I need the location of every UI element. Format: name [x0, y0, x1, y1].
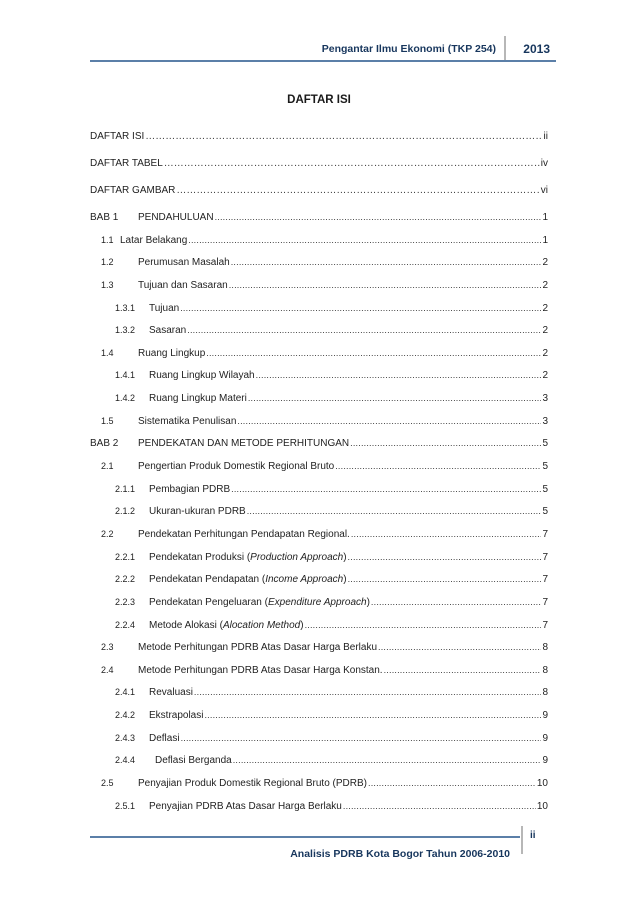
toc-entry-number: 2.1.1 — [115, 483, 136, 494]
toc-entry-label: Pengertian Produk Domestik Regional Bruto — [138, 461, 335, 473]
toc-entry-page: 10 — [536, 778, 548, 790]
toc-entry-page: 8 — [542, 664, 548, 676]
toc-entry-page: 2 — [542, 257, 548, 269]
toc-entry-label: Metode Alokasi (Alocation Method) — [149, 619, 304, 631]
toc-leader-dots — [188, 235, 541, 245]
toc-entry-label: Deflasi — [149, 732, 180, 744]
toc-entry-label: Pembagian PDRB — [149, 483, 231, 495]
toc-entry-number: 1.5 — [101, 415, 114, 426]
toc-entry-daftar-gambar[interactable] — [90, 185, 548, 212]
toc-entry-1-1[interactable] — [90, 235, 548, 258]
toc-leader-dots — [248, 393, 542, 403]
toc-entry-label: Pendekatan Perhitungan Pendapatan Regional. — [138, 528, 350, 540]
toc-entry-page: 5 — [542, 438, 548, 450]
toc-title: DAFTAR ISI — [287, 94, 351, 106]
page-header — [90, 36, 556, 62]
toc-entry-number: BAB 2 — [90, 438, 119, 450]
toc-entry-label: Sasaran — [149, 325, 187, 337]
toc-leader-dots — [305, 620, 542, 630]
toc-entry-1-4-2[interactable] — [90, 393, 548, 416]
toc-entry-page: vi — [540, 185, 548, 196]
toc-entry-page: 1 — [542, 234, 548, 246]
toc-leader-dots — [215, 212, 542, 222]
toc-entry-1-4-1[interactable] — [90, 370, 548, 393]
toc-leader-dots — [371, 597, 542, 607]
toc-entry-1-2[interactable] — [90, 257, 548, 280]
toc-entry-number: 1.4.2 — [115, 393, 136, 404]
toc-entry-2-4-3[interactable] — [90, 733, 548, 756]
toc-entry-label: Revaluasi — [149, 687, 193, 699]
toc-entry-page: 2 — [542, 370, 548, 382]
toc-entry-page: 1 — [542, 212, 548, 223]
toc-leader-dots — [335, 461, 541, 471]
toc-entry-daftar-tabel[interactable] — [90, 158, 548, 185]
toc-entry-1-5[interactable] — [90, 416, 548, 439]
footer-page-number: ii — [530, 830, 536, 841]
table-of-contents — [90, 131, 548, 823]
toc-entry-page: 2 — [542, 279, 548, 291]
toc-entry-label: Pendekatan Pengeluaran (Expenditure Approach) — [149, 596, 370, 608]
toc-entry-label: Latar Belakang — [120, 234, 188, 246]
toc-entry-page: 10 — [536, 800, 548, 812]
toc-entry-page: 9 — [542, 710, 548, 722]
toc-entry-label: Ruang Lingkup Wilayah — [149, 370, 255, 382]
header-rule — [90, 60, 556, 62]
toc-entry-1-4[interactable] — [90, 348, 548, 371]
header-separator — [504, 36, 506, 62]
toc-leader-dots — [181, 733, 542, 743]
toc-entry-page: 3 — [542, 415, 548, 427]
toc-leader-dots — [237, 416, 541, 426]
toc-entry-label: DAFTAR TABEL — [90, 158, 163, 169]
toc-entry-number: 2.4 — [101, 664, 114, 675]
toc-leader-dots — [378, 642, 541, 652]
toc-entry-number: 2.5.1 — [115, 800, 136, 811]
toc-leader-dots — [384, 665, 542, 675]
toc-leader-dots — [206, 348, 541, 358]
toc-entry-page: 2 — [542, 325, 548, 337]
toc-entry-2-4[interactable] — [90, 665, 548, 688]
toc-entry-page: 7 — [542, 574, 548, 586]
toc-entry-daftar-isi[interactable] — [90, 131, 548, 158]
toc-leader-dots — [348, 552, 542, 562]
toc-leader-dots — [231, 257, 542, 267]
toc-entry-page: 9 — [542, 755, 548, 767]
toc-entry-number: 2.2.2 — [115, 574, 136, 585]
toc-entry-label: DAFTAR GAMBAR — [90, 185, 176, 196]
toc-entry-number: 2.3 — [101, 642, 114, 653]
toc-entry-number: 2.1.2 — [115, 506, 136, 517]
toc-entry-2-1-2[interactable] — [90, 506, 548, 529]
toc-entry-2-3[interactable] — [90, 642, 548, 665]
toc-entry-label: Tujuan dan Sasaran — [138, 279, 228, 291]
toc-entry-page: 2 — [542, 347, 548, 359]
toc-entry-label: PENDAHULUAN — [138, 212, 214, 223]
toc-leader-dots — [229, 280, 542, 290]
toc-entry-2-5-1[interactable] — [90, 801, 548, 824]
toc-entry-2-1-1[interactable] — [90, 484, 548, 507]
toc-entry-number: 1.3 — [101, 279, 114, 290]
toc-leader-dots — [348, 574, 542, 584]
toc-entry-number: 1.2 — [101, 257, 114, 268]
toc-entry-label: Metode Perhitungan PDRB Atas Dasar Harga Konstan. — [138, 664, 383, 676]
toc-entry-number: 2.2.4 — [115, 619, 136, 630]
toc-entry-2-2[interactable] — [90, 529, 548, 552]
toc-leader-dots — [204, 710, 541, 720]
toc-entry-label: Ukuran-ukuran PDRB — [149, 506, 246, 518]
toc-entry-2-2-4[interactable] — [90, 620, 548, 643]
toc-entry-number: 2.4.1 — [115, 687, 136, 698]
footer-separator — [521, 826, 523, 854]
toc-entry-label: Tujuan — [149, 302, 180, 314]
toc-leader-dots — [176, 185, 539, 196]
toc-entry-number: 1.4 — [101, 347, 114, 358]
toc-entry-label: Pendekatan Pendapatan (Income Approach) — [149, 574, 347, 586]
toc-entry-number: 2.2.1 — [115, 551, 136, 562]
toc-entry-1-3-1[interactable] — [90, 303, 548, 326]
toc-leader-dots — [368, 778, 536, 788]
toc-entry-number: 1.1 — [101, 234, 114, 245]
toc-leader-dots — [247, 506, 542, 516]
toc-entry-bab-1[interactable] — [90, 212, 548, 235]
toc-entry-label: Deflasi Berganda — [155, 755, 232, 767]
toc-entry-1-3[interactable] — [90, 280, 548, 303]
toc-entry-2-4-2[interactable] — [90, 710, 548, 733]
toc-leader-dots — [343, 801, 536, 811]
toc-entry-label: Sistematika Penulisan — [138, 415, 237, 427]
toc-entry-label: Penyajian PDRB Atas Dasar Harga Berlaku — [149, 800, 342, 812]
toc-entry-number: 1.4.1 — [115, 370, 136, 381]
toc-entry-number: 2.4.4 — [115, 755, 136, 766]
toc-leader-dots — [233, 755, 542, 765]
toc-entry-2-4-1[interactable] — [90, 687, 548, 710]
toc-entry-page: 5 — [542, 506, 548, 518]
toc-entry-label: PENDEKATAN DAN METODE PERHITUNGAN — [138, 438, 350, 450]
toc-leader-dots — [145, 131, 542, 142]
toc-entry-number: 1.3.1 — [115, 302, 136, 313]
toc-leader-dots — [350, 438, 541, 448]
toc-leader-dots — [351, 529, 542, 539]
toc-entry-page: 9 — [542, 732, 548, 744]
toc-entry-number: 2.4.2 — [115, 710, 136, 721]
toc-entry-label: Perumusan Masalah — [138, 257, 230, 269]
toc-entry-2-4-4[interactable] — [90, 755, 548, 778]
toc-entry-2-5[interactable] — [90, 778, 548, 801]
toc-entry-page: ii — [543, 131, 548, 142]
toc-entry-page: 7 — [542, 596, 548, 608]
toc-entry-2-2-2[interactable] — [90, 574, 548, 597]
toc-entry-label: DAFTAR ISI — [90, 131, 145, 142]
toc-entry-label: Ruang Lingkup Materi — [149, 393, 247, 405]
toc-entry-label: Ekstrapolasi — [149, 710, 204, 722]
toc-entry-number: 2.1 — [101, 461, 114, 472]
toc-entry-2-2-1[interactable] — [90, 552, 548, 575]
toc-entry-number: 2.4.3 — [115, 732, 136, 743]
toc-entry-label: Pendekatan Produksi (Production Approach) — [149, 551, 347, 563]
toc-leader-dots — [256, 370, 542, 380]
toc-entry-page: iv — [540, 158, 548, 169]
header-title: Pengantar Ilmu Ekonomi (TKP 254) — [321, 43, 496, 55]
toc-entry-number: 1.3.2 — [115, 325, 136, 336]
toc-entry-label: Penyajian Produk Domestik Regional Bruto (PDRB) — [138, 778, 367, 790]
toc-leader-dots — [231, 484, 541, 494]
toc-leader-dots — [164, 158, 540, 169]
toc-entry-1-3-2[interactable] — [90, 325, 548, 348]
footer-title: Analisis PDRB Kota Bogor Tahun 2006-2010 — [290, 848, 510, 860]
toc-entry-page: 2 — [542, 302, 548, 314]
toc-entry-page: 8 — [542, 642, 548, 654]
toc-entry-2-2-3[interactable] — [90, 597, 548, 620]
toc-leader-dots — [194, 687, 542, 697]
toc-entry-page: 7 — [542, 528, 548, 540]
toc-entry-bab-2[interactable] — [90, 438, 548, 461]
toc-entry-number: 2.2.3 — [115, 596, 136, 607]
toc-leader-dots — [180, 303, 541, 313]
toc-entry-page: 8 — [542, 687, 548, 699]
toc-entry-number: BAB 1 — [90, 212, 119, 223]
toc-entry-page: 5 — [542, 461, 548, 473]
toc-entry-label: Metode Perhitungan PDRB Atas Dasar Harga Berlaku — [138, 642, 378, 654]
toc-entry-page: 3 — [542, 393, 548, 405]
toc-entry-page: 7 — [542, 619, 548, 631]
toc-entry-2-1[interactable] — [90, 461, 548, 484]
toc-entry-number: 2.2 — [101, 528, 114, 539]
toc-leader-dots — [187, 325, 541, 335]
footer-rule — [90, 836, 520, 838]
toc-entry-label: Ruang Lingkup — [138, 347, 206, 359]
header-year: 2013 — [523, 42, 550, 56]
toc-entry-number: 2.5 — [101, 778, 114, 789]
toc-entry-page: 5 — [542, 483, 548, 495]
toc-entry-page: 7 — [542, 551, 548, 563]
